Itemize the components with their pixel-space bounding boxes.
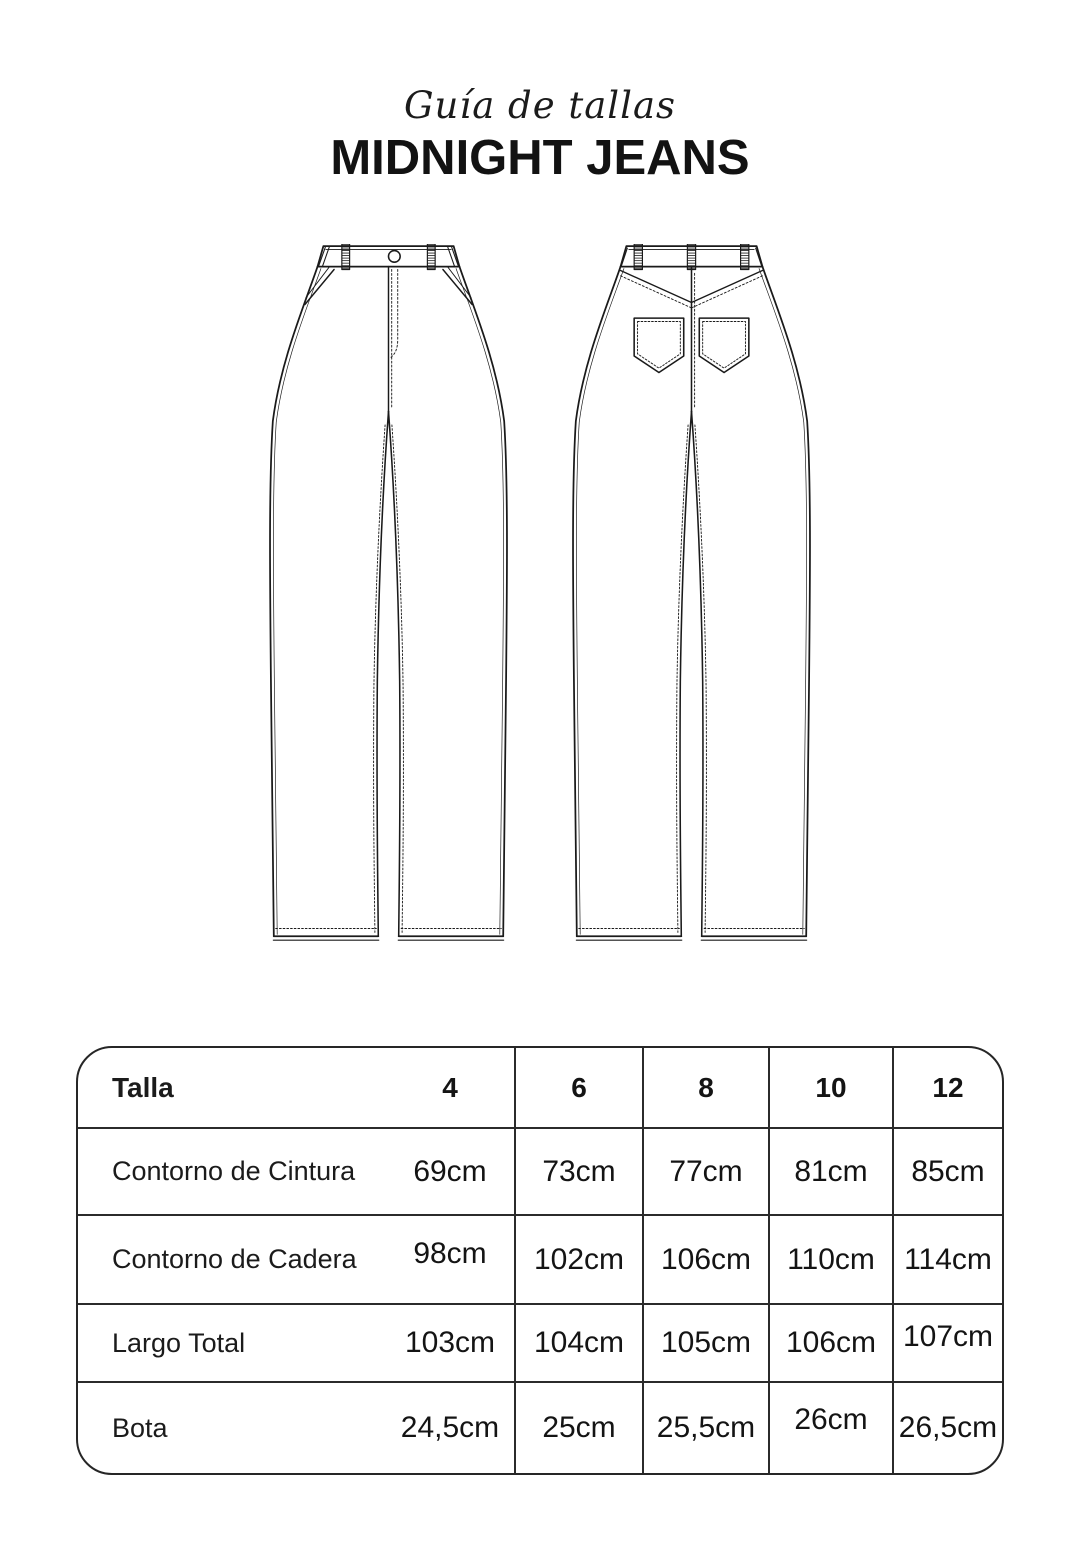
front-fly-stitch xyxy=(389,267,398,412)
size-6-header: 6 xyxy=(514,1048,642,1127)
hip-label-cell xyxy=(78,1216,514,1303)
waist-size-10-value: 81cm xyxy=(768,1129,892,1214)
waist-size-12-value: 85cm xyxy=(892,1129,1002,1214)
hip-row-label: Contorno de Cadera xyxy=(112,1244,357,1275)
hem-row-label: Bota xyxy=(112,1412,168,1443)
hip-size-8-value: 106cm xyxy=(642,1216,768,1303)
length-size-12-value: 107cm xyxy=(902,1320,994,1354)
guide-subtitle: Guía de tallas xyxy=(403,84,677,127)
size-chart-header-row xyxy=(78,1048,1002,1127)
length-size-4-value: 103cm xyxy=(404,1326,496,1360)
length-size-10-value: 106cm xyxy=(768,1305,892,1381)
hem-size-4-value: 24,5cm xyxy=(400,1411,500,1445)
hem-size-6-value: 25cm xyxy=(514,1383,642,1473)
size-8-header: 8 xyxy=(642,1048,768,1127)
size-4-header: 4 xyxy=(442,1071,458,1103)
jeans-technical-drawings xyxy=(0,244,1080,956)
front-inseams xyxy=(374,412,404,937)
length-size-8-value: 105cm xyxy=(642,1305,768,1381)
length-size-6-value: 104cm xyxy=(514,1305,642,1381)
hip-size-10-value: 110cm xyxy=(768,1216,892,1303)
waist-label-cell xyxy=(78,1129,514,1214)
hem-label-cell xyxy=(78,1383,514,1473)
hip-size-12-value: 114cm xyxy=(892,1216,1002,1303)
length-row-label: Largo Total xyxy=(112,1327,246,1358)
size-10-header: 10 xyxy=(768,1048,892,1127)
waist-row-label: Contorno de Cintura xyxy=(112,1156,356,1187)
row-waist-measure xyxy=(78,1127,1002,1214)
size-chart-table xyxy=(76,1046,1004,1475)
hip-size-4-value: 98cm xyxy=(413,1236,487,1270)
back-hems xyxy=(576,929,806,941)
front-hems xyxy=(273,929,503,941)
front-button xyxy=(389,251,401,263)
back-pocket-right xyxy=(699,318,749,372)
back-inseams xyxy=(677,412,707,937)
back-center-seam xyxy=(692,267,695,412)
size-12-header: 12 xyxy=(892,1048,1002,1127)
length-label-cell xyxy=(78,1305,514,1381)
hem-size-8-value: 25,5cm xyxy=(642,1383,768,1473)
product-title: MIDNIGHT JEANS xyxy=(330,130,750,185)
hem-size-12-value: 26,5cm xyxy=(892,1383,1002,1473)
header-label-cell xyxy=(78,1048,514,1127)
waist-size-6-value: 73cm xyxy=(514,1129,642,1214)
size-column-title: Talla xyxy=(112,1071,174,1103)
row-total-length xyxy=(78,1303,1002,1381)
jeans-front-drawing xyxy=(267,244,510,954)
jeans-back-drawing xyxy=(570,244,813,954)
page-header xyxy=(0,0,1080,184)
hem-size-10-value: 26cm xyxy=(794,1403,868,1437)
row-hip-measure xyxy=(78,1214,1002,1303)
waist-size-8-value: 77cm xyxy=(642,1129,768,1214)
row-leg-opening xyxy=(78,1381,1002,1473)
waist-size-4-value: 69cm xyxy=(413,1154,487,1188)
back-pocket-left xyxy=(634,318,684,372)
hip-size-6-value: 102cm xyxy=(514,1216,642,1303)
